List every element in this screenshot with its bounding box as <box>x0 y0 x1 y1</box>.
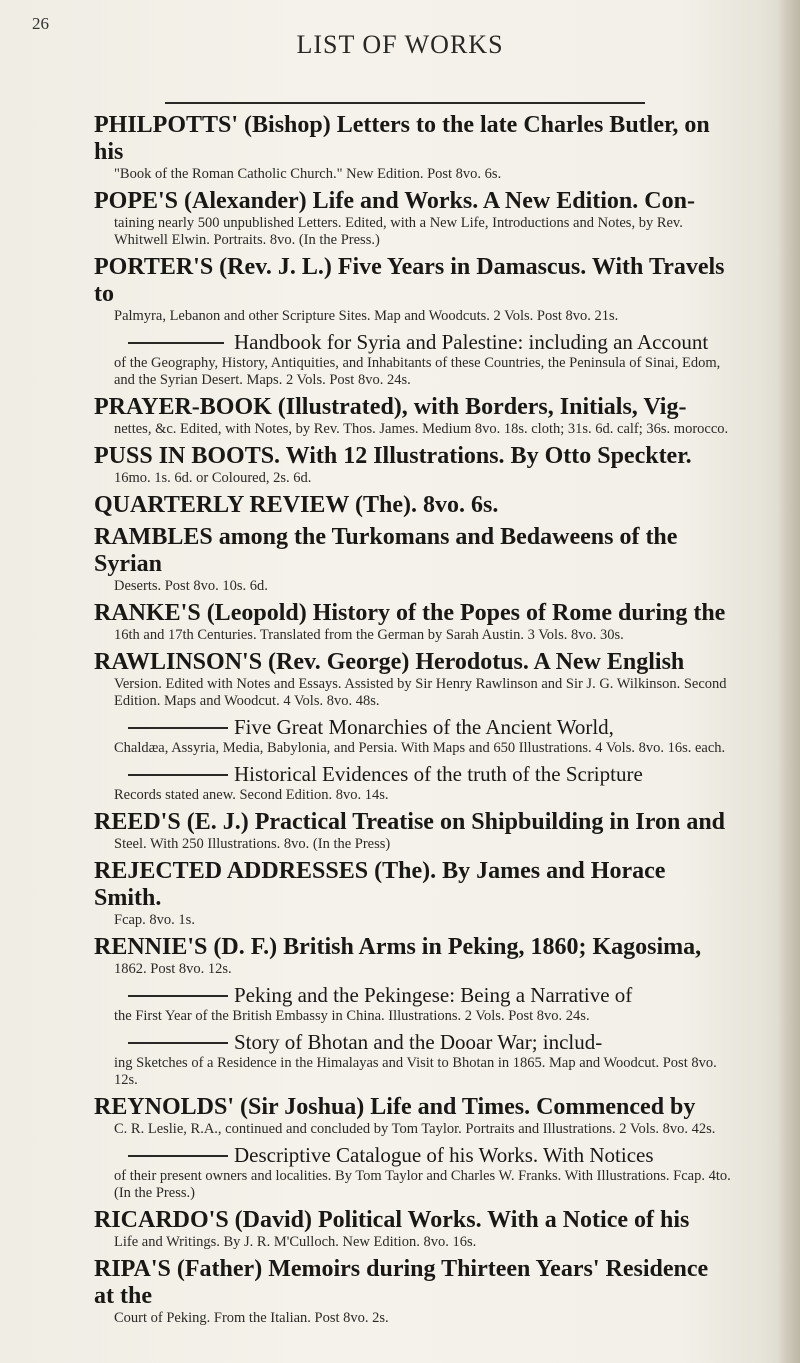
entry-heading: PHILPOTTS' (Bishop) Letters to the late Charles Butler, on his <box>94 112 710 165</box>
list-item <box>94 524 734 595</box>
entry-heading: RIPA'S (Father) Memoirs during Thirteen Years' Residence at the <box>94 1256 709 1309</box>
list-item <box>94 1207 734 1251</box>
entry-description: Court of Peking. From the Italian. Post 8vo. 2s. <box>114 1310 389 1326</box>
entry-heading: PORTER'S (Rev. J. L.) Five Years in Damascus. With Travels to <box>94 254 725 307</box>
entry-description: Fcap. 8vo. 1s. <box>114 912 195 928</box>
entry-description: of their present owners and localities. By Tom Taylor and Charles W. Franks. With Illustrations. Fcap. 4to. (In the Press.) <box>114 1168 731 1201</box>
list-item <box>94 600 734 644</box>
list-item <box>94 188 734 249</box>
entry-description: the First Year of the British Embassy in China. Illustrations. 2 Vols. Post 8vo. 24s. <box>114 1008 590 1024</box>
list-item <box>94 934 734 978</box>
list-item <box>94 443 734 487</box>
entry-description: 1862. Post 8vo. 12s. <box>114 961 232 977</box>
entry-description: nettes, &c. Edited, with Notes, by Rev. Thos. James. Medium 8vo. 18s. cloth; 31s. 6d. calf; 36s. morocco. <box>114 421 729 437</box>
entry-heading: RENNIE'S (D. F.) British Arms in Peking, 1860; Kagosima, <box>94 934 702 960</box>
list-item <box>94 492 734 519</box>
entry-subheading: Five Great Monarchies of the Ancient World, <box>94 715 734 740</box>
list-item <box>94 762 734 804</box>
list-item <box>94 1143 734 1202</box>
list-item <box>94 858 734 929</box>
entry-description: Records stated anew. Second Edition. 8vo. 14s. <box>114 787 389 803</box>
entry-heading: REYNOLDS' (Sir Joshua) Life and Times. Commenced by <box>94 1094 696 1120</box>
list-item <box>94 330 734 389</box>
entry-subheading: Peking and the Pekingese: Being a Narrative of <box>94 983 734 1008</box>
entry-subheading: Story of Bhotan and the Dooar War; includ- <box>94 1030 734 1055</box>
entry-description: "Book of the Roman Catholic Church." New Edition. Post 8vo. 6s. <box>114 166 502 182</box>
entry-heading: RAMBLES among the Turkomans and Bedaweens of the Syrian <box>94 524 678 577</box>
list-item <box>94 983 734 1025</box>
running-head: LIST OF WORKS <box>296 30 504 59</box>
list-item <box>94 1094 734 1138</box>
entry-description: Version. Edited with Notes and Essays. Assisted by Sir Henry Rawlinson and Sir J. G. Wilkinson. Second Edition. Maps and Woodcut. 4 Vols. 8vo. 48s. <box>114 676 727 709</box>
entry-heading: POPE'S (Alexander) Life and Works. A New Edition. Con- <box>94 188 695 214</box>
header-rule <box>165 102 645 104</box>
entry-heading: RAWLINSON'S (Rev. George) Herodotus. A New English <box>94 649 685 675</box>
entry-description: of the Geography, History, Antiquities, and Inhabitants of these Countries, the Peninsula of Sinai, Edom, and the Syrian Desert. Maps. 2 Vols. Post 8vo. 24s. <box>114 355 721 388</box>
entry-description: 16th and 17th Centuries. Translated from the German by Sarah Austin. 3 Vols. 8vo. 30s. <box>114 627 624 643</box>
list-item <box>94 809 734 853</box>
entry-subheading: Descriptive Catalogue of his Works. With Notices <box>94 1143 734 1168</box>
list-item <box>94 715 734 757</box>
entry-description: Palmyra, Lebanon and other Scripture Sites. Map and Woodcuts. 2 Vols. Post 8vo. 21s. <box>114 308 619 324</box>
entry-heading: QUARTERLY REVIEW (The). 8vo. 6s. <box>94 492 499 518</box>
list-item <box>94 1030 734 1089</box>
entry-description: taining nearly 500 unpublished Letters. Edited, with a New Life, Introductions and Notes, by Rev. Whitwell Elwin. Portraits. 8vo. (In the Press.) <box>114 215 683 248</box>
entry-heading: REED'S (E. J.) Practical Treatise on Shipbuilding in Iron and <box>94 809 726 835</box>
entry-description: Deserts. Post 8vo. 10s. 6d. <box>114 578 268 594</box>
entry-description: 16mo. 1s. 6d. or Coloured, 2s. 6d. <box>114 470 312 486</box>
entry-subheading: Handbook for Syria and Palestine: including an Account <box>94 330 734 355</box>
list-item <box>94 394 734 438</box>
entry-description: Steel. With 250 Illustrations. 8vo. (In the Press) <box>114 836 391 852</box>
entry-heading: PUSS IN BOOTS. With 12 Illustrations. By Otto Speckter. <box>94 443 692 469</box>
entry-subheading: Historical Evidences of the truth of the Scripture <box>94 762 734 787</box>
entry-description: Life and Writings. By J. R. M'Culloch. New Edition. 8vo. 16s. <box>114 1234 477 1250</box>
list-item <box>94 112 734 183</box>
entry-description: Chaldæa, Assyria, Media, Babylonia, and Persia. With Maps and 650 Illustrations. 4 Vols. 8vo. 16s. each. <box>114 740 726 756</box>
entry-heading: RICARDO'S (David) Political Works. With a Notice of his <box>94 1207 690 1233</box>
page-edge-shadow <box>778 0 800 1363</box>
page-number: 26 <box>32 14 49 33</box>
entry-description: C. R. Leslie, R.A., continued and concluded by Tom Taylor. Portraits and Illustrations. 2 Vols. 8vo. 42s. <box>114 1121 716 1137</box>
list-item <box>94 649 734 710</box>
list-item <box>94 254 734 325</box>
entry-heading: REJECTED ADDRESSES (The). By James and Horace Smith. <box>94 858 666 911</box>
entry-description: ing Sketches of a Residence in the Himalayas and Visit to Bhotan in 1865. Map and Woodcut. Post 8vo. 12s. <box>114 1055 717 1088</box>
catalogue-list <box>94 112 734 1332</box>
list-item <box>94 1256 734 1327</box>
entry-heading: PRAYER-BOOK (Illustrated), with Borders, Initials, Vig- <box>94 394 687 420</box>
entry-heading: RANKE'S (Leopold) History of the Popes of Rome during the <box>94 600 726 626</box>
